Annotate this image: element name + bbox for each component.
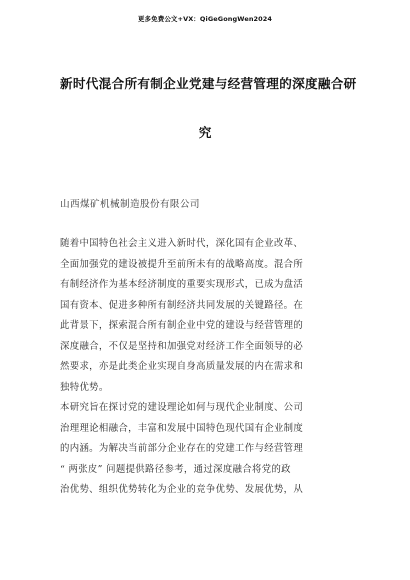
paragraph-line: 随着中国特色社会主义进入新时代，深化国有企业改革、 xyxy=(60,238,304,249)
paragraph-line: “ 两张皮” 问题提供路径参考，通过深度融合将党的政 xyxy=(60,463,291,475)
document-title-line-1: 新时代混合所有制企业党建与经营管理的深度融合研 xyxy=(60,76,357,91)
paragraph-line: 治优势、组织优势转化为企业的竞争优势、发展优势，从 xyxy=(60,484,304,495)
paragraph-line: 独特优势。 xyxy=(60,381,109,393)
paragraph-line: 本研究旨在探讨党的建设理论如何与现代企业制度、公司 xyxy=(60,402,304,413)
paragraph-2 xyxy=(60,398,360,501)
paragraph-line: 国有资本、促进多种所有制经济共同发展的关键路径。在 xyxy=(60,299,304,311)
paragraph-line: 治理理论相融合，丰富和发展中国特色现代国有企业制度 xyxy=(60,422,304,434)
paragraph-line: 此背景下，探索混合所有制企业中党的建设与经营管理的 xyxy=(60,320,304,331)
paragraph-line: 有制经济作为基本经济制度的重要实现形式，已成为盘活 xyxy=(60,279,304,290)
document-title-line-2: 究 xyxy=(198,125,212,140)
paragraph-line: 然要求，亦是此类企业实现自身高质量发展的内在需求和 xyxy=(60,361,304,372)
paragraph-1 xyxy=(60,234,360,398)
paragraph-line: 深度融合，不仅是坚持和加强党对经济工作全面领导的必 xyxy=(60,340,304,352)
organization-name: 山西煤矿机械制造股份有限公司 xyxy=(60,199,200,210)
paragraph-line: 的内涵。为解决当前部分企业存在的党建工作与经营管理 xyxy=(60,443,304,454)
header-note: 更多免费公文+VX：QiGeGongWen2024 xyxy=(137,15,273,23)
paragraph-line: 全面加强党的建设被提升至前所未有的战略高度。混合所 xyxy=(60,258,304,270)
